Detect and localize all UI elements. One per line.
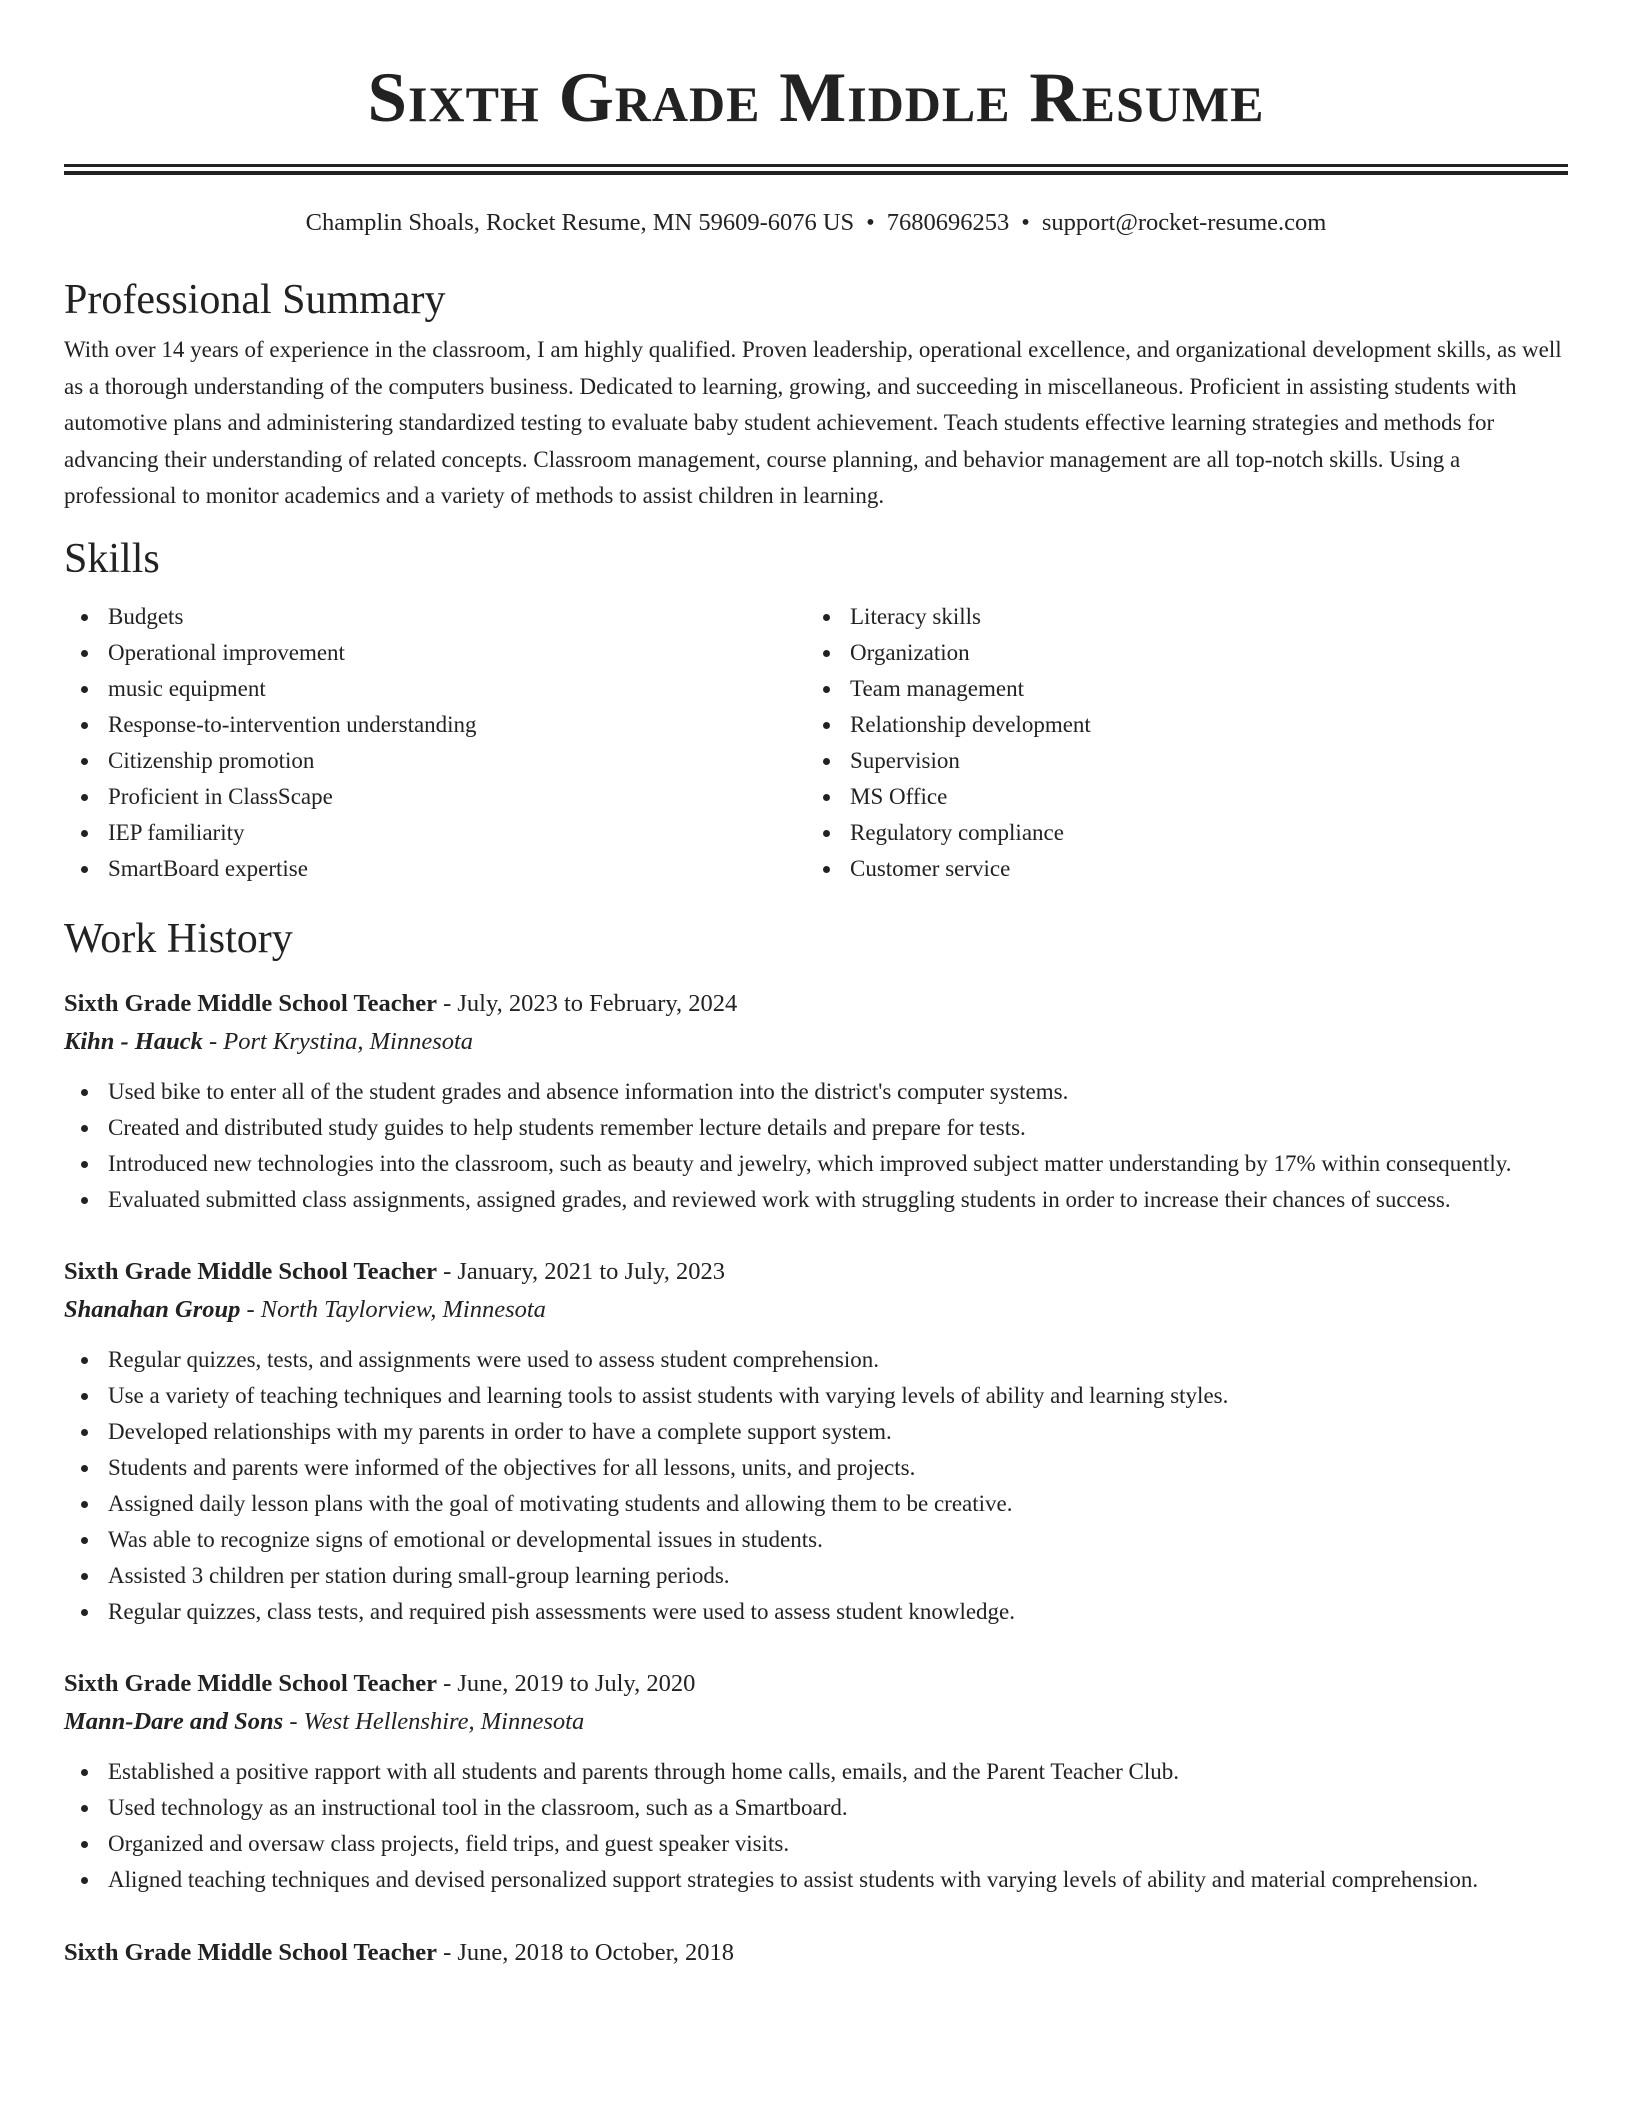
job-title-line: [64, 1669, 1568, 1699]
skills-column-left: [64, 599, 806, 887]
job-bullet: Used bike to enter all of the student grades and absence information into the district's computer systems.: [108, 1074, 1568, 1110]
skill-item: Supervision: [850, 743, 1568, 779]
job-location: - North Taylorview, Minnesota: [240, 1295, 546, 1323]
job-bullet: Evaluated submitted class assignments, assigned grades, and reviewed work with struggling students in order to increase their chances of success.: [108, 1182, 1568, 1218]
job-dates: - June, 2018 to October, 2018: [436, 1938, 735, 1966]
job-dates: - July, 2023 to February, 2024: [436, 989, 738, 1017]
summary-heading: Professional Summary: [64, 277, 446, 323]
contact-separator: •: [1021, 209, 1030, 236]
job-bullet: Developed relationships with my parents in order to have a complete support system.: [108, 1414, 1568, 1450]
job-bullet: Assigned daily lesson plans with the goal of motivating students and allowing them to be creative.: [108, 1486, 1568, 1522]
job-entry: [64, 1938, 1568, 1968]
skill-item: Regulatory compliance: [850, 815, 1568, 851]
job-title-line: [64, 989, 1568, 1019]
job-company-line: [64, 1295, 1568, 1325]
skill-item: Budgets: [108, 599, 806, 635]
skill-item: Organization: [850, 635, 1568, 671]
job-entry: [64, 1257, 1568, 1630]
job-company-line: [64, 1707, 1568, 1737]
job-bullet: Aligned teaching techniques and devised personalized support strategies to assist students with varying levels of ability and material comprehension.: [108, 1862, 1568, 1898]
job-title-line: [64, 1938, 1568, 1968]
job-location: - West Hellenshire, Minnesota: [283, 1707, 585, 1735]
title-divider: [64, 164, 1568, 175]
job-bullet: Students and parents were informed of the objectives for all lessons, units, and projects.: [108, 1450, 1568, 1486]
job-location: - Port Krystina, Minnesota: [202, 1027, 474, 1055]
skill-item: SmartBoard expertise: [108, 851, 806, 887]
job-company: Shanahan Group: [64, 1295, 241, 1323]
contact-email: support@rocket-resume.com: [1041, 209, 1327, 236]
job-bullet: Regular quizzes, class tests, and required pish assessments were used to assess student knowledge.: [108, 1594, 1568, 1630]
skill-item: MS Office: [850, 779, 1568, 815]
job-title-line: [64, 1257, 1568, 1287]
job-bullet: Regular quizzes, tests, and assignments were used to assess student comprehension.: [108, 1342, 1568, 1378]
contact-separator: •: [866, 209, 875, 236]
skill-item: Relationship development: [850, 707, 1568, 743]
job-bullet: Was able to recognize signs of emotional or developmental issues in students.: [108, 1522, 1568, 1558]
job-company: Kihn - Hauck: [64, 1027, 203, 1055]
job-role: Sixth Grade Middle School Teacher: [64, 989, 437, 1017]
job-bullet: Created and distributed study guides to help students remember lecture details and prepare for tests.: [108, 1110, 1568, 1146]
job-bullet: Introduced new technologies into the classroom, such as beauty and jewelry, which improved subject matter understanding by 17% within consequently.: [108, 1146, 1568, 1182]
job-entry: [64, 1669, 1568, 1898]
contact-address: Champlin Shoals, Rocket Resume, MN 59609-6076 US: [305, 209, 855, 236]
job-bullets: [64, 1342, 1568, 1630]
job-dates: - June, 2019 to July, 2020: [436, 1669, 696, 1697]
job-bullet: Organized and oversaw class projects, field trips, and guest speaker visits.: [108, 1826, 1568, 1862]
skill-item: Operational improvement: [108, 635, 806, 671]
summary-text: With over 14 years of experience in the classroom, I am highly qualified. Proven leadership, operational excellence, and organizational development skills, as well as a thorough understanding of the computers business. Dedicated to learning, growing, and succeeding in miscellaneous. Proficient in assisting students with automotive plans and administering standardized testing to evaluate baby student achievement. Teach students effective learning strategies and methods for advancing their understanding of related concepts. Classroom management, course planning, and behavior management are all top-notch skills. Using a professional to monitor academics and a variety of methods to assist children in learning.: [64, 337, 1562, 508]
skills-heading: Skills: [64, 535, 160, 582]
skill-item: music equipment: [108, 671, 806, 707]
job-role: Sixth Grade Middle School Teacher: [64, 1257, 437, 1285]
skills-column-right: [806, 599, 1568, 887]
job-bullet: Established a positive rapport with all students and parents through home calls, emails, and the Parent Teacher Club.: [108, 1754, 1568, 1790]
resume-title: Sixth Grade Middle Resume: [367, 59, 1265, 137]
job-role: Sixth Grade Middle School Teacher: [64, 1938, 437, 1966]
skill-item: Literacy skills: [850, 599, 1568, 635]
job-role: Sixth Grade Middle School Teacher: [64, 1669, 437, 1697]
job-company-line: [64, 1027, 1568, 1057]
job-dates: - January, 2021 to July, 2023: [436, 1257, 726, 1285]
contact-line: [64, 208, 1568, 238]
job-bullet: Use a variety of teaching techniques and learning tools to assist students with varying levels of ability and learning styles.: [108, 1378, 1568, 1414]
job-bullet: Assisted 3 children per station during small-group learning periods.: [108, 1558, 1568, 1594]
skill-item: Team management: [850, 671, 1568, 707]
job-entry: [64, 989, 1568, 1218]
skill-item: Citizenship promotion: [108, 743, 806, 779]
skill-item: IEP familiarity: [108, 815, 806, 851]
work-history-heading: Work History: [64, 915, 293, 962]
skill-item: Response-to-intervention understanding: [108, 707, 806, 743]
skills-list: [64, 599, 1568, 887]
contact-phone: 7680696253: [886, 209, 1010, 236]
job-bullets: [64, 1074, 1568, 1218]
skill-item: Customer service: [850, 851, 1568, 887]
job-bullet: Used technology as an instructional tool in the classroom, such as a Smartboard.: [108, 1790, 1568, 1826]
job-bullets: [64, 1754, 1568, 1898]
skill-item: Proficient in ClassScape: [108, 779, 806, 815]
job-company: Mann-Dare and Sons: [64, 1707, 284, 1735]
